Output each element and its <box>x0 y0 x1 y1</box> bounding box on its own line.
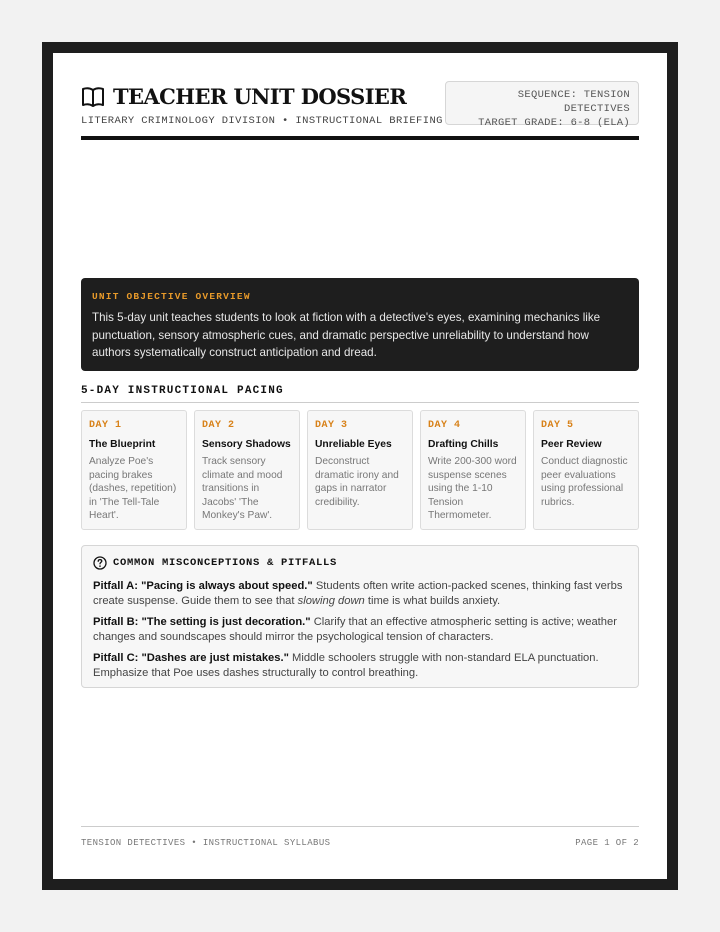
pitfall-text: Clarify that an effective atmospheric setting is active; weather changes and soundscapes should mirror the psychological tension of characters. <box>93 616 617 643</box>
book-icon <box>81 86 113 108</box>
day-description: Conduct diagnostic peer evaluations using professional rubrics. <box>541 456 628 508</box>
day-description: Track sensory climate and mood transitions in Jacobs' 'The Monkey's Paw'. <box>202 456 283 521</box>
pitfall-lead: Pitfall A: "Pacing is always about speed." <box>93 580 313 592</box>
day-card <box>81 410 187 530</box>
pitfall-b <box>93 615 627 644</box>
pitfalls-panel <box>81 545 639 688</box>
pacing-days <box>81 410 639 530</box>
day-title: Unreliable Eyes <box>315 439 392 450</box>
pacing-heading: 5-DAY INSTRUCTIONAL PACING <box>81 385 284 397</box>
day-number: DAY 3 <box>315 420 348 431</box>
day-card <box>307 410 413 530</box>
pitfall-text: Students often write action-packed scenes, thinking fast verbs create suspense. Guide them to see that <box>93 580 623 607</box>
pitfall-c <box>93 651 627 680</box>
pitfall-lead: Pitfall B: "The setting is just decoration." <box>93 616 311 628</box>
page-header <box>81 81 639 139</box>
page-number: PAGE 1 OF 2 <box>575 838 639 848</box>
day-number: DAY 5 <box>541 420 574 431</box>
page-title: TEACHER UNIT DOSSIER <box>113 84 407 109</box>
footer-title: TENSION DETECTIVES • INSTRUCTIONAL SYLLABUS <box>81 838 331 848</box>
day-title: Drafting Chills <box>428 439 499 450</box>
page-footer <box>81 838 639 848</box>
day-card <box>420 410 526 530</box>
pitfall-text: time is what builds anxiety. <box>364 594 501 607</box>
day-title: The Blueprint <box>89 439 156 450</box>
header-divider <box>81 136 639 140</box>
page-subtitle: LITERARY CRIMINOLOGY DIVISION • INSTRUCTIONAL BRIEFING <box>81 115 443 127</box>
day-description: Analyze Poe's pacing brakes (dashes, repetition) in 'The Tell-Tale Heart'. <box>89 456 177 521</box>
footer-divider <box>81 826 639 827</box>
day-card <box>194 410 300 530</box>
day-number: DAY 1 <box>89 420 122 431</box>
sequence-label: SEQUENCE: TENSION DETECTIVES <box>517 89 630 115</box>
unit-objective-panel <box>81 278 639 371</box>
question-circle-icon <box>93 556 113 570</box>
day-number: DAY 4 <box>428 420 461 431</box>
pacing-divider <box>81 402 639 403</box>
day-title: Sensory Shadows <box>202 439 291 450</box>
pitfalls-heading: COMMON MISCONCEPTIONS & PITFALLS <box>113 557 338 569</box>
pitfall-a <box>93 579 627 608</box>
target-grade-label: TARGET GRADE: 6-8 (ELA) <box>478 117 630 129</box>
day-number: DAY 2 <box>202 420 235 431</box>
day-title: Peer Review <box>541 439 602 450</box>
dossier-page <box>53 53 667 879</box>
sequence-box <box>445 81 639 129</box>
objective-text: This 5-day unit teaches students to look at fiction with a detective's eyes, examining mechanics like punctuation, sensory atmospheric cues, and dramatic perspective unreliability to understand how authors systematically construct anticipation and dread. <box>92 311 601 359</box>
pitfall-text: Middle schoolers struggle with non-standard ELA punctuation. Emphasize that Poe uses dashes structurally to control breathing. <box>93 652 599 679</box>
day-description: Write 200-300 word suspense scenes using the 1-10 Tension Thermometer. <box>428 456 517 521</box>
objective-label: UNIT OBJECTIVE OVERVIEW <box>92 291 251 302</box>
pitfall-lead: Pitfall C: "Dashes are just mistakes." <box>93 652 289 664</box>
day-description: Deconstruct dramatic irony and gaps in narrator credibility. <box>315 456 399 508</box>
day-card <box>533 410 639 530</box>
pitfall-emphasis: slowing down <box>297 594 365 607</box>
